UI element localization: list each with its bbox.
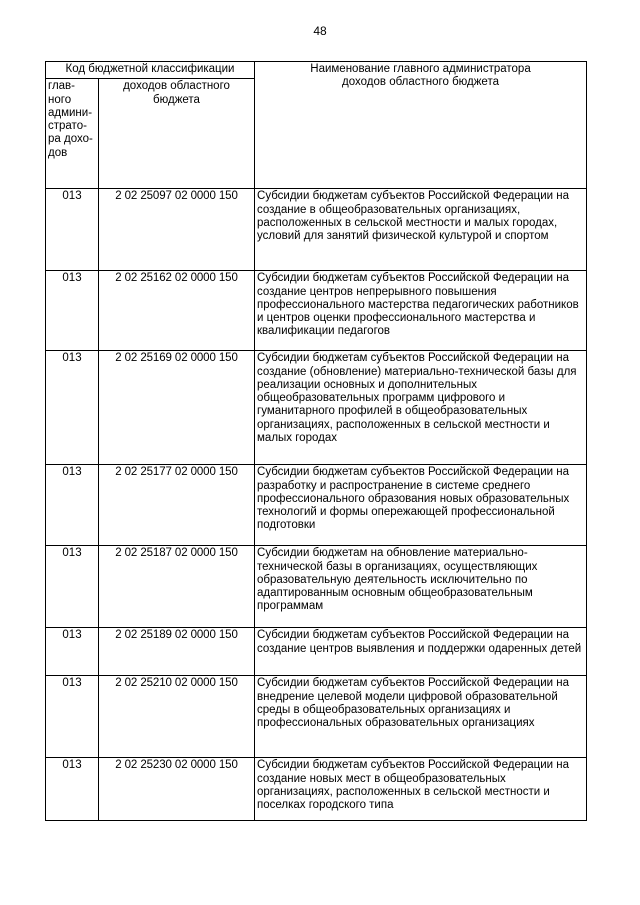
table-row xyxy=(46,628,587,676)
income-name-cell: Субсидии бюджетам субъектов Российской Федерации на создание центров непрерывного повышения профессионального мастерства педагогических работников и центров оценки профессионального мастерства и квалификации педагогов xyxy=(255,271,587,351)
income-code-cell: 2 02 25097 02 0000 150 xyxy=(99,189,255,271)
income-code-cell: 2 02 25189 02 0000 150 xyxy=(99,628,255,676)
table-row xyxy=(46,676,587,758)
table-row xyxy=(46,271,587,351)
income-code-cell: 2 02 25230 02 0000 150 xyxy=(99,758,255,821)
header-administrator-name xyxy=(255,62,587,189)
income-name-cell: Субсидии бюджетам субъектов Российской Федерации на создание новых мест в общеобразовательных организациях, расположенных в сельской местности и поселках городского типа xyxy=(255,758,587,821)
income-name-cell: Субсидии бюджетам субъектов Российской Федерации на внедрение целевой модели цифровой образовательной среды в общеобразовательных организациях и профессиональных образовательных организациях xyxy=(255,676,587,758)
table-row xyxy=(46,465,587,546)
administrator-code-cell: 013 xyxy=(46,189,99,271)
income-code-cell: 2 02 25162 02 0000 150 xyxy=(99,271,255,351)
administrator-code-cell: 013 xyxy=(46,351,99,465)
income-code-cell: 2 02 25169 02 0000 150 xyxy=(99,351,255,465)
header-regional-budget-income-text: доходов областного бюджета xyxy=(123,80,230,106)
income-name-cell: Субсидии бюджетам субъектов Российской Федерации на создание (обновление) материально-технической базы для реализации основных и дополнительных общеобразовательных программ цифрового и гуманитарного профилей в общеобразовательных организациях, расположенных в сельской местности и малых городах xyxy=(255,351,587,465)
administrator-code-cell: 013 xyxy=(46,628,99,676)
administrator-code-cell: 013 xyxy=(46,271,99,351)
table-row xyxy=(46,351,587,465)
table-row xyxy=(46,189,587,271)
income-name-cell: Субсидии бюджетам субъектов Российской Федерации на разработку и распространение в системе среднего профессионального образования новых образовательных технологий и формы опережающей профессиональной подготовки xyxy=(255,465,587,546)
header-regional-budget-income xyxy=(99,79,255,189)
header-main-administrator-text: глав- ного админи- страто- ра дохо- дов xyxy=(48,80,93,159)
income-code-cell: 2 02 25210 02 0000 150 xyxy=(99,676,255,758)
page-number: 48 xyxy=(313,24,327,38)
income-name-cell: Субсидии бюджетам субъектов Российской Федерации на создание в общеобразовательных организациях, расположенных в сельской местности и малых городах, условий для занятий физической культурой и спортом xyxy=(255,189,587,271)
table-row xyxy=(46,758,587,821)
budget-classification-table xyxy=(45,61,587,821)
administrator-code-cell: 013 xyxy=(46,676,99,758)
income-name-cell: Субсидии бюджетам на обновление материально-технической базы в организациях, осуществляющих образовательную деятельность исключительно по адаптированным основным общеобразовательным программам xyxy=(255,546,587,628)
header-budget-classification-code: Код бюджетной классификации xyxy=(46,62,255,79)
income-name-cell: Субсидии бюджетам субъектов Российской Федерации на создание центров выявления и поддержки одаренных детей xyxy=(255,628,587,676)
header-administrator-name-text: Наименование главного администратора доходов областного бюджета xyxy=(310,63,531,89)
administrator-code-cell: 013 xyxy=(46,465,99,546)
header-main-administrator xyxy=(46,79,99,189)
income-code-cell: 2 02 25187 02 0000 150 xyxy=(99,546,255,628)
table-row xyxy=(46,546,587,628)
table-header-group-row xyxy=(46,62,587,79)
administrator-code-cell: 013 xyxy=(46,546,99,628)
administrator-code-cell: 013 xyxy=(46,758,99,821)
income-code-cell: 2 02 25177 02 0000 150 xyxy=(99,465,255,546)
